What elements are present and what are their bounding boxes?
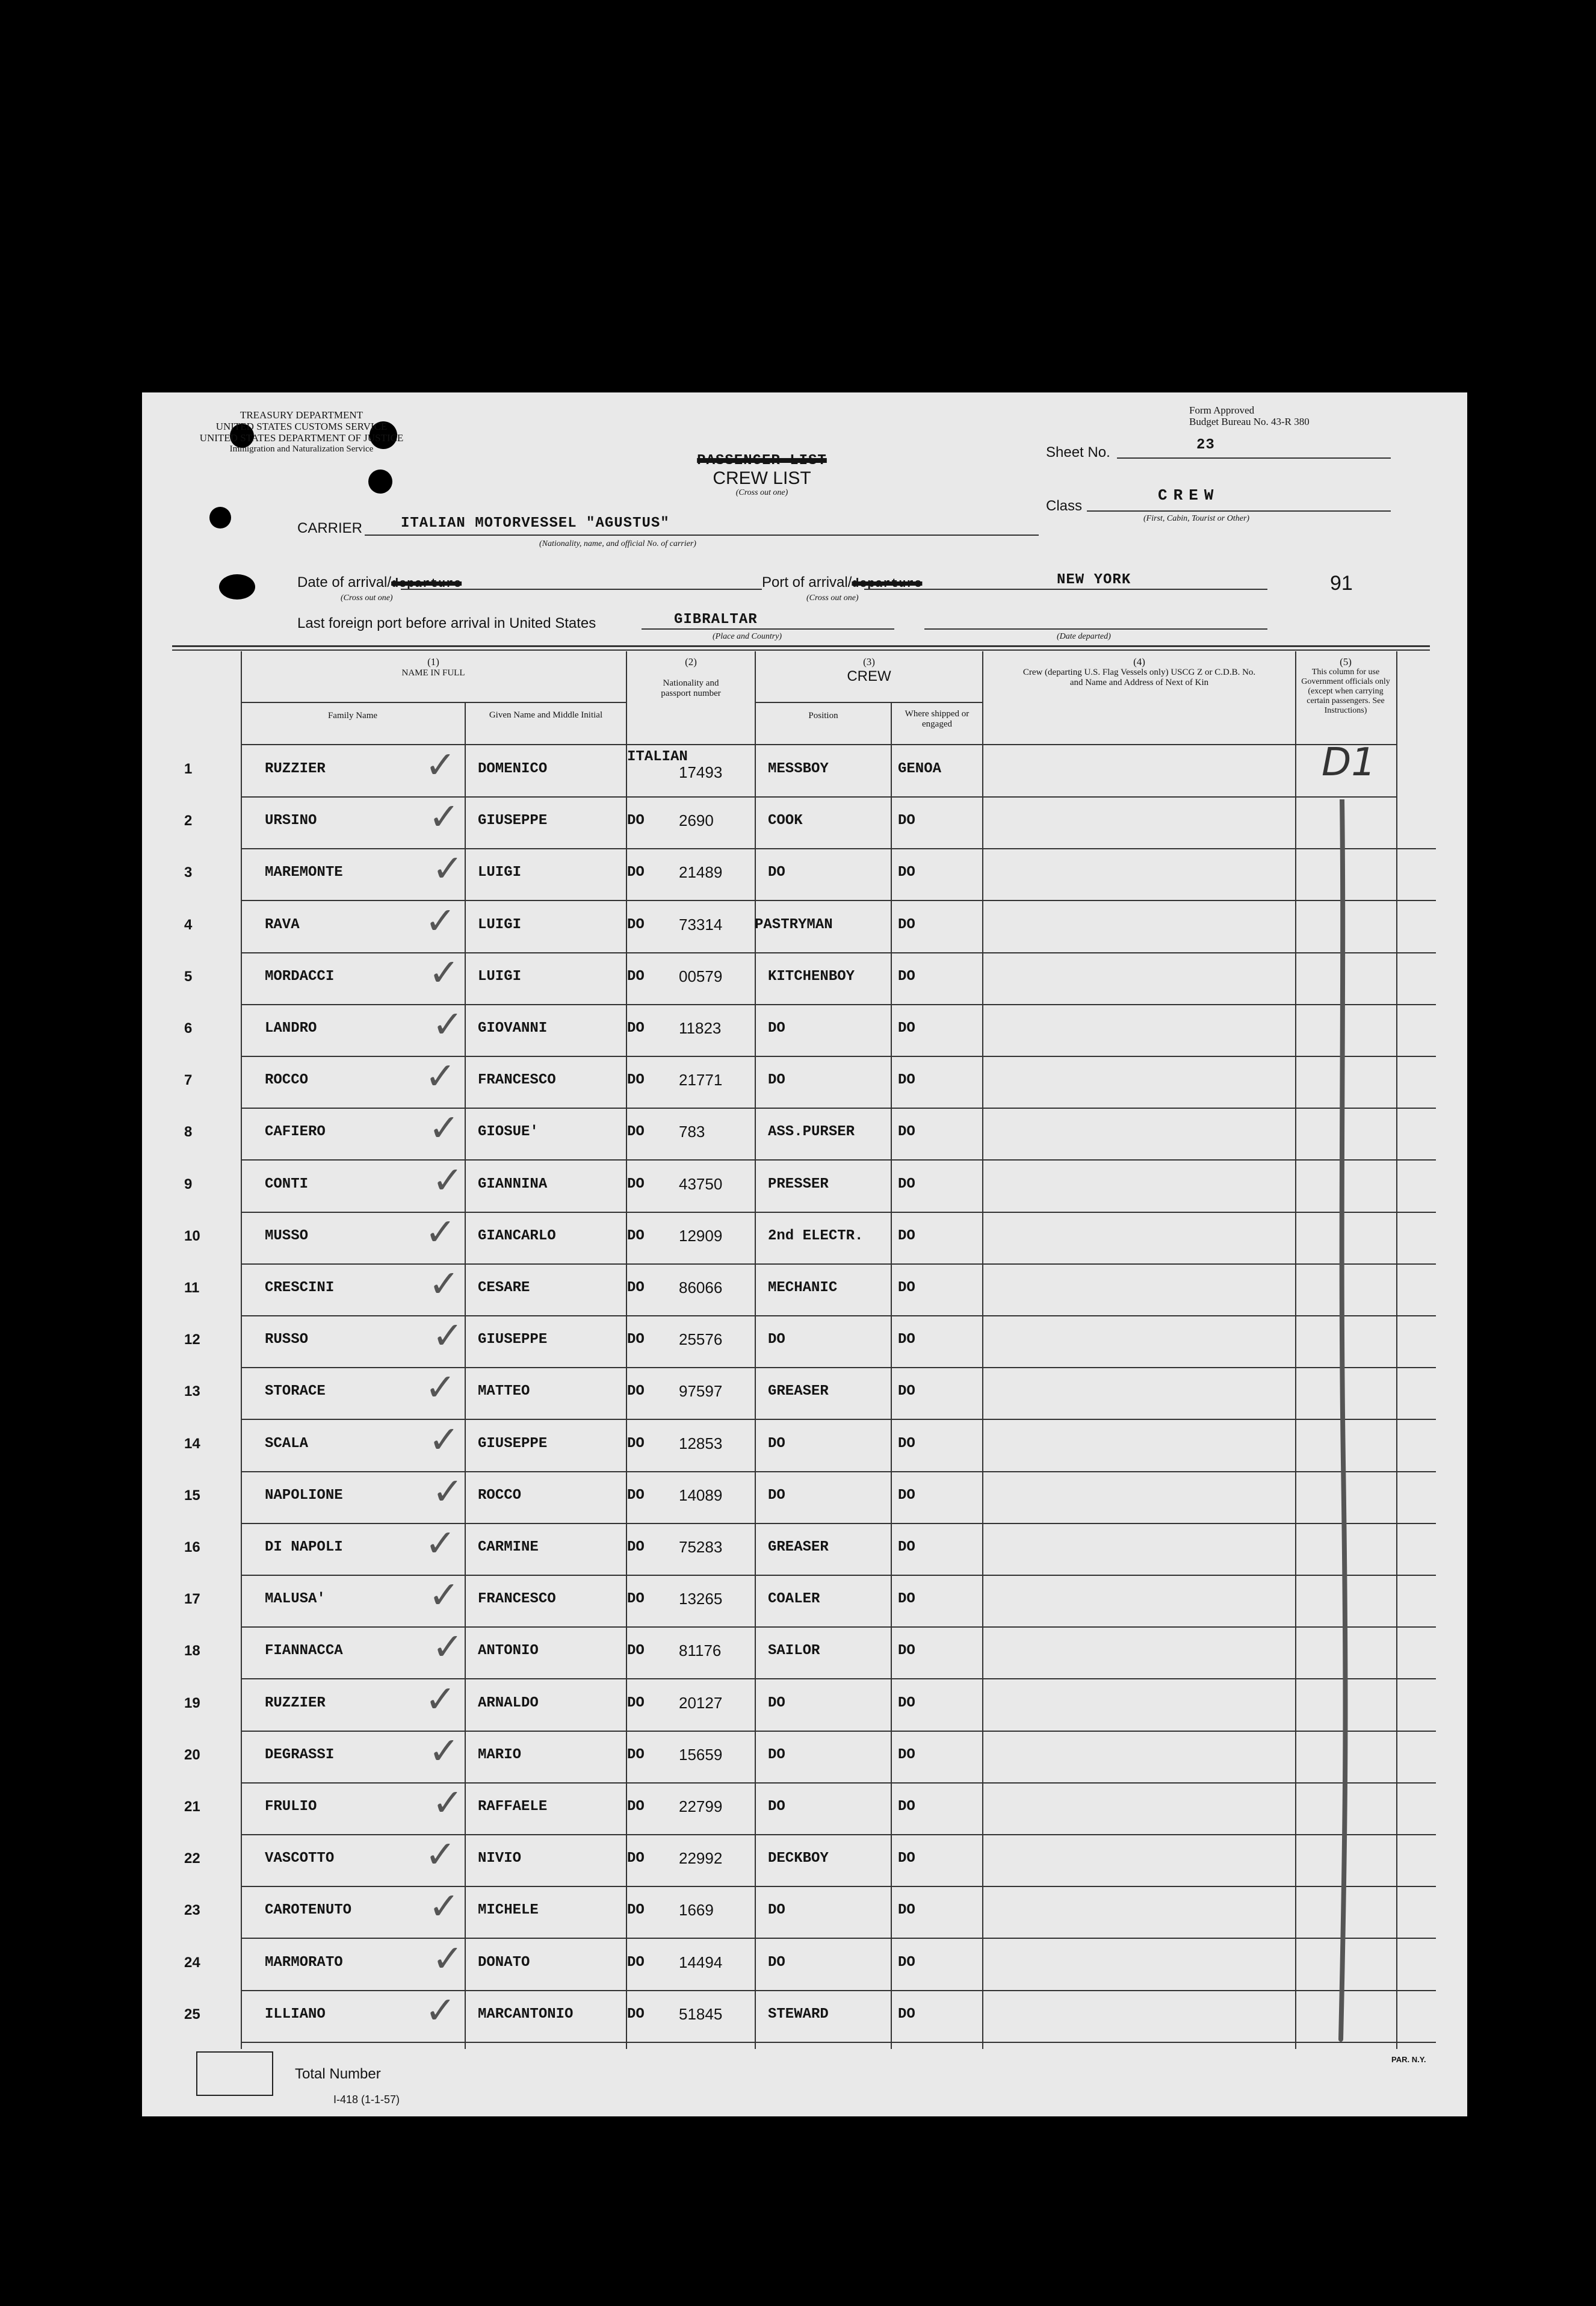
shipped-at: DO [898,1591,915,1608]
nationality: DO [627,1850,645,1867]
row-number: 24 [184,1954,200,1971]
row-divider [241,2042,1436,2043]
struck-title: PASSENGER LIST [697,453,827,469]
nationality: DO [627,813,645,829]
row-number: 18 [184,1643,200,1660]
col5-number: (5) [1340,656,1352,668]
check-mark-icon: ✓ [428,795,460,839]
nationality: DO [627,1020,645,1037]
passport-number: 11823 [679,1019,722,1037]
vertical-pencil-mark [1334,799,1352,2051]
given-name: GIANCARLO [478,1227,556,1244]
passport-number: 75283 [679,1538,723,1556]
class-label: Class [1046,498,1083,514]
check-mark-icon: ✓ [432,846,463,891]
check-mark-icon: ✓ [428,1728,460,1773]
shipped-at: DO [898,1072,915,1089]
date-label-text: Date of arrival/ [297,574,392,590]
table-row [142,1783,1467,1835]
total-number-label: Total Number [295,2066,381,2082]
position: DO [768,1331,785,1348]
given-name: ROCCO [478,1487,522,1504]
table-row [142,1676,1467,1731]
given-name: LUIGI [478,968,522,985]
title-block [672,453,852,498]
given-name: LUIGI [478,864,522,881]
col5-header [1296,656,1395,716]
shipped-at: DO [898,864,915,881]
shipped-at: DO [898,1799,915,1815]
nationality: DO [627,1331,645,1348]
check-mark-icon: ✓ [432,1002,463,1046]
passport-number: 97597 [679,1382,723,1401]
position: DO [768,1902,785,1919]
family-name: MAREMONTE [265,864,343,881]
row-number: 17 [184,1591,200,1608]
table-row [142,1264,1467,1316]
row-number: 14 [184,1435,200,1452]
given-name: NIVIO [478,1850,522,1867]
table-row [142,745,1467,797]
family-name: CONTI [265,1176,309,1192]
shipped-at: DO [898,1176,915,1192]
budget-bureau-number: Budget Bureau No. 43-R 380 [1189,416,1310,427]
punch-hole [368,470,392,494]
nationality: DO [627,1539,645,1555]
shipped-at: DO [898,1124,915,1141]
last-port-hint: (Place and Country) [713,632,782,641]
family-name: CAFIERO [265,1124,326,1141]
passport-number: 22992 [679,1849,723,1868]
port-hint: (Cross out one) [806,594,859,603]
class-hint: (First, Cabin, Tourist or Other) [1143,514,1250,523]
family-name: VASCOTTO [265,1850,335,1867]
position: GREASER [768,1383,829,1400]
given-name: FRANCESCO [478,1072,556,1089]
row-number: 15 [184,1487,200,1504]
date-hint: (Cross out one) [341,594,393,603]
nationality: DO [627,1746,645,1763]
row-number: 7 [184,1072,193,1089]
shipped-at: DO [898,1383,915,1400]
family-name: NAPOLIONE [265,1487,343,1504]
passport-number: 15659 [679,1745,723,1764]
table-row [142,846,1467,900]
passport-number: 14089 [679,1486,723,1504]
family-name: URSINO [265,813,317,829]
carrier-hint: (Nationality, name, and official No. of carrier) [539,539,696,548]
col3-number: (3) [863,656,875,668]
row-number: 19 [184,1694,200,1711]
col1-title: NAME IN FULL [401,668,465,678]
col1-header [241,656,626,679]
given-name: CESARE [478,1280,530,1296]
dept-line: UNITED STATES CUSTOMS SERVICE [215,421,388,432]
position: COOK [768,813,803,829]
passport-number: 81176 [679,1641,722,1660]
passport-number: 51845 [679,2004,723,2023]
col2-title: Nationality and passport number [661,678,721,698]
nationality: DO [627,2006,645,2022]
row-number: 11 [184,1280,200,1296]
check-mark-icon: ✓ [432,1781,463,1824]
passport-number: 13265 [679,1590,723,1608]
check-mark-icon: ✓ [425,1832,456,1877]
nationality: DO [627,1643,645,1660]
row-number: 2 [184,813,193,829]
shipped-at: DO [898,1487,915,1504]
dept-line: UNITED STATES DEPARTMENT OF JUSTICE [199,432,404,444]
dept-line: TREASURY DEPARTMENT [240,409,363,421]
family-name: FIANNACCA [265,1643,343,1660]
table-row [142,1365,1467,1419]
given-name: GIUSEPPE [478,1331,548,1348]
check-mark-icon: ✓ [425,1209,456,1254]
check-mark-icon: ✓ [425,1054,456,1099]
last-port-value: GIBRALTAR [674,612,758,628]
given-name: MICHELE [478,1902,539,1919]
given-name: ANTONIO [478,1643,539,1660]
passport-number: 20127 [679,1693,723,1712]
check-mark-icon: ✓ [432,1469,463,1513]
check-mark-icon: ✓ [428,1884,460,1929]
carrier-label: CARRIER [297,520,363,536]
position: 2nd ELECTR. [768,1227,864,1244]
family-name: LANDRO [265,1020,317,1037]
position: DO [768,1487,785,1504]
shipped-at: DO [898,1694,915,1711]
given-name: LUIGI [478,916,522,933]
family-name: STORACE [265,1383,326,1400]
check-mark-icon: ✓ [428,1106,460,1150]
passport-number: 73314 [679,915,723,934]
row-number: 20 [184,1746,200,1763]
family-name: SCALA [265,1435,309,1452]
check-mark-icon: ✓ [432,1625,463,1669]
check-mark-icon: ✓ [432,1158,463,1202]
sheet-number: 23 [1196,437,1215,453]
shipped-at: DO [898,1746,915,1763]
family-name: MORDACCI [265,968,335,985]
shipped-at: DO [898,916,915,933]
nationality: DO [627,1124,645,1141]
row-number: 5 [184,968,193,985]
family-name: CAROTENUTO [265,1902,352,1919]
sheet-label: Sheet No. [1046,444,1110,460]
passport-number: 86066 [679,1279,723,1297]
check-mark-icon: ✓ [428,1262,460,1306]
port-label-text: Port of arrival/ [762,574,852,590]
given-name: GIOSUE' [478,1124,539,1141]
position: GREASER [768,1539,829,1555]
position: MECHANIC [768,1280,838,1296]
passport-number: 783 [679,1123,705,1141]
family-name: DI NAPOLI [265,1539,343,1555]
nationality: DO [627,1487,645,1504]
passport-number: 12853 [679,1434,723,1452]
row-number: 16 [184,1539,200,1555]
table-row [142,1313,1467,1368]
row-number: 21 [184,1799,200,1815]
position: DO [768,1954,785,1971]
shipped-at: DO [898,1435,915,1452]
last-port-label: Last foreign port before arrival in United States [297,615,596,631]
family-name: RUZZIER [265,761,326,777]
shipped-at: GENOA [898,761,942,777]
passport-number: 17493 [679,763,723,781]
passport-number: 2690 [679,811,714,830]
nationality: DO [627,1072,645,1089]
title-hint: (Cross out one) [735,488,788,497]
given-name: GIUSEPPE [478,1435,548,1452]
department-header [178,409,425,455]
position: MESSBOY [768,761,829,777]
row-number: 10 [184,1227,200,1244]
check-mark-icon: ✓ [428,1573,460,1617]
shipped-at: DO [898,1280,915,1296]
col2-header [627,656,755,699]
col3b-header: Where shipped or engaged [905,709,970,729]
position: KITCHENBOY [768,968,855,985]
family-name: DEGRASSI [265,1746,335,1763]
passport-number: 43750 [679,1174,723,1193]
shipped-at: DO [898,2006,915,2022]
family-name: ROCCO [265,1072,309,1089]
row-number: 13 [184,1383,200,1400]
check-mark-icon: ✓ [432,1313,463,1358]
table-row [142,1728,1467,1783]
passport-number: 1669 [679,1901,714,1920]
row-number: 4 [184,916,193,933]
row-number: 8 [184,1124,193,1141]
nationality: DO [627,1383,645,1400]
table-row [142,1002,1467,1056]
nationality: ITALIAN [627,749,688,765]
table-row [142,1209,1467,1264]
class-value: CREW [1158,486,1220,504]
table-row [142,797,1467,849]
dept-line: Immigration and Naturalization Service [229,444,374,454]
nationality: DO [627,1799,645,1815]
date-departed-hint: (Date departed) [1057,632,1111,641]
col3a-header: Position [808,711,838,721]
shipped-at: DO [898,1902,915,1919]
passport-number: 00579 [679,967,723,985]
given-name: MATTEO [478,1383,530,1400]
row-number: 6 [184,1020,193,1037]
table-row [142,1627,1467,1679]
nationality: DO [627,1435,645,1452]
position: DO [768,1072,785,1089]
page-number: 91 [1330,572,1353,595]
table-row [142,1832,1467,1886]
passport-number: 25576 [679,1330,723,1349]
check-mark-icon: ✓ [432,1936,463,1980]
crew-list-page [142,392,1467,2116]
row-number: 23 [184,1902,200,1919]
given-name: MARIO [478,1746,522,1763]
handwritten-annotation: D1 [1322,740,1376,785]
nationality: DO [627,1280,645,1296]
nationality: DO [627,864,645,881]
position: DO [768,1435,785,1452]
nationality: DO [627,1902,645,1919]
col4-number: (4) [1133,656,1145,668]
position: COALER [768,1591,820,1608]
date-struck: departure [391,577,462,591]
port-struck: departure [852,577,923,591]
position: DO [768,1694,785,1711]
nationality: DO [627,968,645,985]
given-name: GIANNINA [478,1176,548,1192]
carrier-value: ITALIAN MOTORVESSEL "AGUSTUS" [401,515,670,532]
check-mark-icon: ✓ [425,1988,456,2032]
shipped-at: DO [898,1850,915,1867]
passport-number: 14494 [679,1953,723,1971]
nationality: DO [627,1227,645,1244]
family-name: FRULIO [265,1799,317,1815]
form-approved [1189,404,1382,427]
passport-number: 21489 [679,863,723,882]
family-name: RUSSO [265,1331,309,1348]
passport-number: 12909 [679,1226,723,1245]
shipped-at: DO [898,1331,915,1348]
table-row [142,1936,1467,1991]
position: DECKBOY [768,1850,829,1867]
position: PRESSER [768,1176,829,1192]
row-number: 9 [184,1176,193,1192]
position: DO [768,864,785,881]
position: ASS.PURSER [768,1124,855,1141]
punch-hole [209,507,231,528]
col3-title: CREW [847,668,891,684]
check-mark-icon: ✓ [425,1676,456,1721]
form-number: I-418 (1-1-57) [333,2094,400,2106]
col4-header [983,656,1295,688]
position: STEWARD [768,2006,829,2022]
nationality: DO [627,1694,645,1711]
given-name: CARMINE [478,1539,539,1555]
given-name: DONATO [478,1954,530,1971]
table-row [142,1523,1467,1575]
family-name: MARMORATO [265,1954,343,1971]
check-mark-icon: ✓ [425,898,456,943]
check-mark-icon: ✓ [425,1365,456,1410]
family-name: RAVA [265,916,300,933]
passport-number: 22799 [679,1797,723,1815]
shipped-at: DO [898,813,915,829]
given-name: GIOVANNI [478,1020,548,1037]
nationality: DO [627,1591,645,1608]
check-mark-icon: ✓ [425,1521,456,1565]
given-name: MARCANTONIO [478,2006,574,2022]
position: SAILOR [768,1643,820,1660]
table-row [142,1417,1467,1472]
col1a-header: Family Name [327,711,378,721]
col1b-header: Given Name and Middle Initial [489,710,603,720]
given-name: GIUSEPPE [478,813,548,829]
shipped-at: DO [898,1643,915,1660]
row-number: 1 [184,761,193,777]
family-name: MUSSO [265,1227,309,1244]
row-number: 22 [184,1850,200,1867]
table-row [142,1575,1467,1627]
check-mark-icon: ✓ [428,1417,460,1461]
col1-number: (1) [427,656,439,668]
total-number-box[interactable] [196,2051,273,2096]
family-name: RUZZIER [265,1694,326,1711]
check-mark-icon: ✓ [428,950,460,994]
table-row [142,950,1467,1005]
given-name: FRANCESCO [478,1591,556,1608]
shipped-at: DO [898,1539,915,1555]
port-value: NEW YORK [1057,572,1131,588]
position: DO [768,1746,785,1763]
col5-title: This column for use Government officials only (except when carrying certain passengers. See Instructions) [1301,668,1390,715]
table-row [142,1886,1467,1938]
family-name: ILLIANO [265,2006,326,2022]
table-row [142,898,1467,953]
form-approved-label: Form Approved [1189,404,1255,416]
table-row [142,1988,1467,2042]
col4-title: Crew (departing U.S. Flag Vessels only) USCG Z or C.D.B. No. and Name and Address of Next of Kin [1022,668,1256,687]
table-row [142,1158,1467,1212]
family-name: MALUSA' [265,1591,326,1608]
col2-number: (2) [685,656,697,668]
family-name: CRESCINI [265,1280,335,1296]
nationality: DO [627,916,645,933]
shipped-at: DO [898,968,915,985]
nationality: DO [627,1176,645,1192]
passport-number: 21771 [679,1071,723,1089]
col3-header [756,656,982,686]
table-row [142,1108,1467,1160]
row-number: 12 [184,1331,200,1348]
nationality: DO [627,1954,645,1971]
position: DO [768,1799,785,1815]
shipped-at: DO [898,1020,915,1037]
table-row [142,1469,1467,1523]
check-mark-icon: ✓ [425,743,456,787]
form-title: CREW LIST [713,468,811,488]
row-number: 3 [184,864,193,881]
shipped-at: DO [898,1954,915,1971]
given-name: ARNALDO [478,1694,539,1711]
shipped-at: DO [898,1227,915,1244]
punch-hole [219,574,255,600]
table-row [142,1056,1467,1108]
position: DO [768,1020,785,1037]
given-name: RAFFAELE [478,1799,548,1815]
printer-mark: PAR. N.Y. [1391,2055,1426,2064]
given-name: DOMENICO [478,761,548,777]
row-number: 25 [184,2006,200,2022]
position: PASTRYMAN [755,916,833,933]
